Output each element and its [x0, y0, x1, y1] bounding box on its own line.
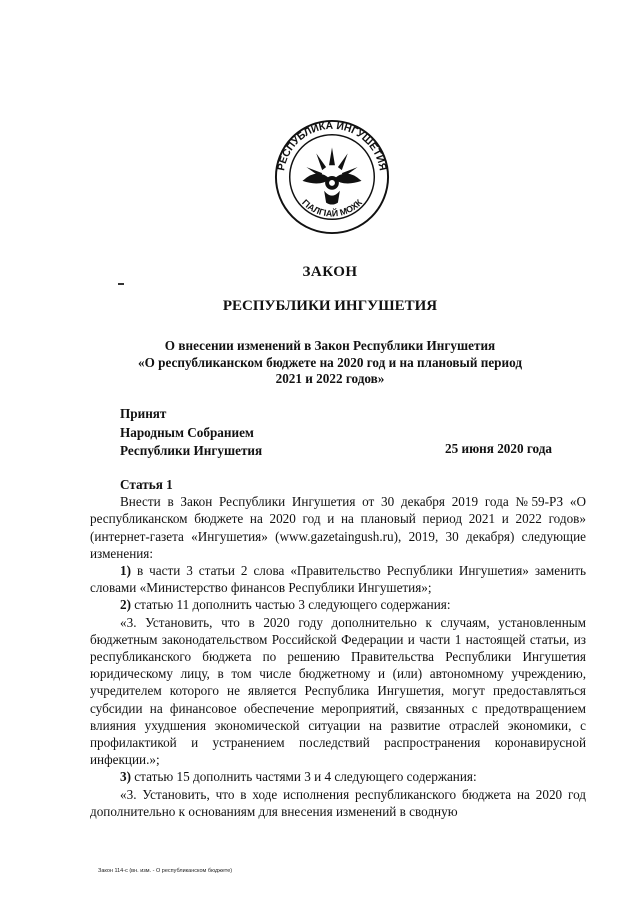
emblem-ring-text-top: РЕСПУБЛИКА ИНГУШЕТИЯ — [276, 120, 388, 172]
page-footer: Закон 114-с (вн. изм. - О республиканском бюджете) — [98, 868, 233, 874]
item-1-text: в части 3 статьи 2 слова «Правительство Республики Ингушетия» заменить словами «Министерство финансов Республики Ингушетия»; — [90, 563, 586, 596]
amendment-item-2 — [90, 596, 586, 613]
item-3-quote: «3. Установить, что в ходе исполнения республиканского бюджета на 2020 год дополнительно к основаниям для внесения изменений в сводную — [90, 786, 586, 819]
document-subtitle — [60, 338, 600, 388]
adoption-date: 25 июня 2020 года — [445, 441, 552, 456]
subtitle-line-1: О внесении изменений в Закон Республики Ингушетия — [164, 338, 496, 353]
emblem-ring-text-bottom: ГІАЛГІАЙ МОХК — [300, 197, 364, 219]
republic-title: РЕСПУБЛИКИ ИНГУШЕТИЯ — [222, 298, 438, 314]
adopted-line-1: Принят — [120, 406, 167, 421]
item-2-quote: «3. Установить, что в 2020 году дополнительно к случаям, установленным бюджетным законодательством Российской Федерации и части 1 настоящей статьи, из республиканского бюджета по решению Правительства Республики Ингушетия юридическому лицу, в том числе бюджетному и (или) автономному учреждению, учредителем которого не является Республика Ингушетия, могут предоставляться субсидии на финансовое обеспечение мероприятий, связанных с предотвращением влияния ухудшения экономической ситуации на развитие отраслей экономики, с профилактикой и устранением последствий распространения коронавирусной инфекции.»; — [90, 614, 586, 768]
adopted-line-2: Народным Собранием — [120, 424, 254, 440]
article-title: Статья 1 — [120, 477, 173, 492]
ingushetia-coat-of-arms-icon — [273, 118, 391, 236]
item-2-number: 2) — [120, 597, 131, 613]
document-title: ЗАКОН — [302, 264, 358, 280]
amendment-item-1 — [90, 562, 586, 596]
item-3-number: 3) — [120, 769, 131, 785]
scan-mark — [118, 283, 124, 285]
subtitle-line-2: «О республиканском бюджете на 2020 год и на плановый период — [138, 354, 522, 370]
article-intro: Внести в Закон Республики Ингушетия от 30 декабря 2019 года №59-РЗ «О республиканском бюджете на 2020 год и на плановый период 2021 и 2022 годов» (интернет-газета «Ингушетия» (www.gazetaingush.ru), 2019, 30 декабря) следующие изменения: — [90, 494, 586, 561]
item-1-number: 1) — [120, 563, 131, 579]
item-2-text: статью 11 дополнить частью 3 следующего содержания: — [131, 597, 451, 613]
item-3-text: статью 15 дополнить частями 3 и 4 следующего содержания: — [131, 769, 477, 785]
adopted-line-3: Республики Ингушетия — [120, 443, 263, 458]
adoption-block — [120, 405, 262, 461]
amendment-item-3 — [90, 768, 586, 785]
subtitle-line-3: 2021 и 2022 годов» — [275, 371, 385, 386]
document-body — [90, 476, 586, 820]
